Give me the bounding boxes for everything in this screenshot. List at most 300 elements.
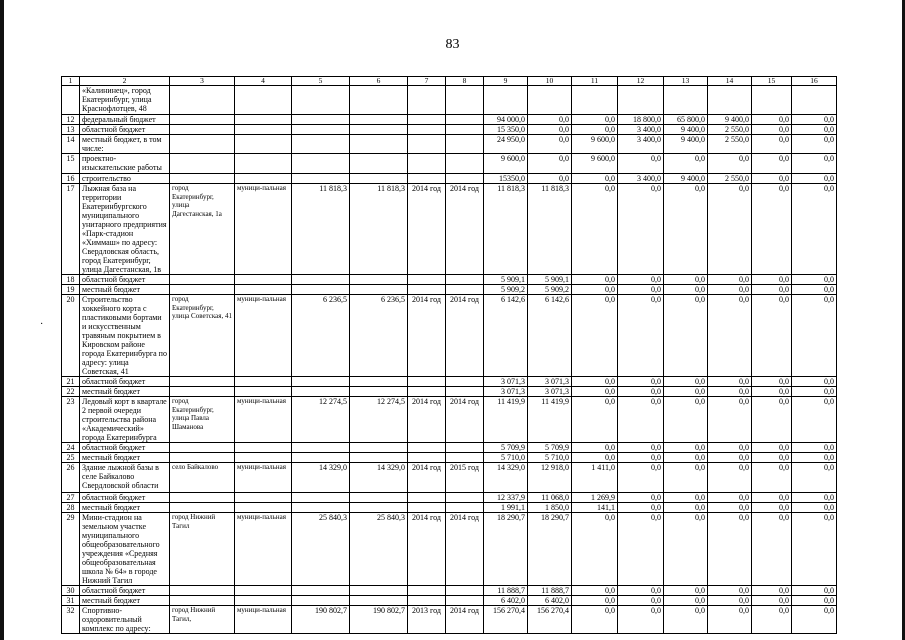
table-cell-col-6: 11 818,3 <box>350 184 408 275</box>
table-cell-col-12: 3 400,0 <box>618 125 664 135</box>
table-cell-col-12: 0,0 <box>618 154 664 174</box>
table-cell-col-7 <box>408 285 446 295</box>
table-cell-col-8 <box>446 503 484 513</box>
table-cell-col-15: 0,0 <box>752 275 792 285</box>
table-cell-col-6 <box>350 86 408 115</box>
table-cell-col-15: 0,0 <box>752 135 792 154</box>
table-cell-col-2: областной бюджет <box>80 443 170 453</box>
table-cell-col-1: 23 <box>62 397 80 443</box>
table-cell-col-14: 0,0 <box>708 513 752 586</box>
table-cell-col-10: 1 850,0 <box>528 503 572 513</box>
table-cell-col-4 <box>235 503 292 513</box>
table-cell-col-13: 9 400,0 <box>664 125 708 135</box>
table-cell-col-7: 2014 год <box>408 513 446 586</box>
table-cell-col-9: 5 709,9 <box>484 443 528 453</box>
table-cell-col-13: 0,0 <box>664 513 708 586</box>
table-cell-col-12: 0,0 <box>618 377 664 387</box>
table-cell-col-2: местный бюджет <box>80 285 170 295</box>
page-number: 83 <box>445 37 460 52</box>
table-cell-col-13: 0,0 <box>664 184 708 275</box>
table-cell-col-7 <box>408 154 446 174</box>
table-cell-col-3 <box>170 377 235 387</box>
table-cell-col-13: 0,0 <box>664 295 708 377</box>
table-cell-col-4 <box>235 493 292 503</box>
table-cell-col-7 <box>408 493 446 503</box>
table-cell-col-6: 14 329,0 <box>350 463 408 493</box>
table-cell-col-8: 2014 год <box>446 397 484 443</box>
column-number-15: 15 <box>752 77 792 86</box>
table-cell-col-7 <box>408 275 446 285</box>
table-cell-col-2: местный бюджет <box>80 596 170 606</box>
table-cell-col-5 <box>292 135 350 154</box>
table-cell-col-9: 18 290,7 <box>484 513 528 586</box>
table-cell-col-5 <box>292 493 350 503</box>
table-cell-col-15: 0,0 <box>752 115 792 125</box>
table-cell-col-16: 0,0 <box>792 503 837 513</box>
table-cell-col-5 <box>292 387 350 397</box>
table-cell-col-13: 9 400,0 <box>664 135 708 154</box>
table-cell-col-7 <box>408 586 446 596</box>
table-row <box>62 443 837 453</box>
table-cell-col-11: 0,0 <box>572 184 618 275</box>
table-cell-col-1: 29 <box>62 513 80 586</box>
table-cell-col-6: 25 840,3 <box>350 513 408 586</box>
table-cell-col-6 <box>350 285 408 295</box>
table-cell-col-10: 3 071,3 <box>528 377 572 387</box>
table-cell-col-14: 2 550,0 <box>708 174 752 184</box>
table-cell-col-13: 0,0 <box>664 387 708 397</box>
table-cell-col-7 <box>408 387 446 397</box>
table-cell-col-2: проектно-изыскательские работы <box>80 154 170 174</box>
table-cell-col-3 <box>170 174 235 184</box>
table-cell-col-9: 156 270,4 <box>484 606 528 634</box>
table-cell-col-1: 31 <box>62 596 80 606</box>
table-cell-col-9 <box>484 86 528 115</box>
table-cell-col-4: муници-пальная <box>235 606 292 634</box>
table-cell-col-10: 5 710,0 <box>528 453 572 463</box>
table-cell-col-16: 0,0 <box>792 174 837 184</box>
table-cell-col-1: 25 <box>62 453 80 463</box>
table-cell-col-11: 0,0 <box>572 115 618 125</box>
table-cell-col-14: 0,0 <box>708 275 752 285</box>
table-cell-col-14: 0,0 <box>708 606 752 634</box>
table-cell-col-3: город Екатеринбург, улица Дагестанская, 1а <box>170 184 235 275</box>
table-cell-col-5 <box>292 125 350 135</box>
table-cell-col-7 <box>408 86 446 115</box>
table-row <box>62 115 837 125</box>
table-cell-col-4: муници-пальная <box>235 295 292 377</box>
table-row <box>62 397 837 443</box>
table-cell-col-16: 0,0 <box>792 596 837 606</box>
table-cell-col-15: 0,0 <box>752 513 792 586</box>
table-cell-col-9: 11 419,9 <box>484 397 528 443</box>
table-cell-col-7 <box>408 453 446 463</box>
table-row <box>62 86 837 115</box>
table-row <box>62 275 837 285</box>
table-cell-col-11: 0,0 <box>572 387 618 397</box>
table-cell-col-15: 0,0 <box>752 596 792 606</box>
table-cell-col-9: 15350,0 <box>484 174 528 184</box>
table-cell-col-5: 12 274,5 <box>292 397 350 443</box>
table-cell-col-1: 27 <box>62 493 80 503</box>
table-cell-col-15: 0,0 <box>752 154 792 174</box>
table-cell-col-15: 0,0 <box>752 125 792 135</box>
table-cell-col-1: 12 <box>62 115 80 125</box>
table-cell-col-4 <box>235 115 292 125</box>
table-cell-col-2: областной бюджет <box>80 493 170 503</box>
table-cell-col-15: 0,0 <box>752 174 792 184</box>
table-cell-col-4 <box>235 135 292 154</box>
table-row <box>62 285 837 295</box>
table-row <box>62 503 837 513</box>
table-cell-col-3 <box>170 275 235 285</box>
table-cell-col-13: 0,0 <box>664 463 708 493</box>
table-cell-col-11: 0,0 <box>572 443 618 453</box>
table-cell-col-13: 0,0 <box>664 275 708 285</box>
table-cell-col-16: 0,0 <box>792 115 837 125</box>
table-cell-col-5 <box>292 596 350 606</box>
table-cell-col-12: 0,0 <box>618 295 664 377</box>
table-cell-col-9: 11 818,3 <box>484 184 528 275</box>
table-cell-col-7: 2013 год <box>408 606 446 634</box>
table-cell-col-10: 5 909,2 <box>528 285 572 295</box>
table-cell-col-9: 5 909,2 <box>484 285 528 295</box>
table-cell-col-13: 65 800,0 <box>664 115 708 125</box>
table-cell-col-6 <box>350 115 408 125</box>
table-cell-col-3: город Нижний Тагил <box>170 513 235 586</box>
table-cell-col-16: 0,0 <box>792 154 837 174</box>
table-cell-col-7 <box>408 377 446 387</box>
table-cell-col-1: 21 <box>62 377 80 387</box>
table-cell-col-12: 0,0 <box>618 275 664 285</box>
table-cell-col-15: 0,0 <box>752 387 792 397</box>
table-cell-col-10: 0,0 <box>528 125 572 135</box>
table-cell-col-14: 0,0 <box>708 463 752 493</box>
scan-border-left <box>0 0 4 640</box>
table-cell-col-6 <box>350 503 408 513</box>
table-cell-col-8 <box>446 493 484 503</box>
table-cell-col-11: 0,0 <box>572 285 618 295</box>
table-cell-col-3 <box>170 154 235 174</box>
table-cell-col-16: 0,0 <box>792 377 837 387</box>
table-cell-col-9: 6 142,6 <box>484 295 528 377</box>
table-cell-col-2: Спортивно-оздоровительный комплекс по адресу: <box>80 606 170 634</box>
table-cell-col-4: муници-пальная <box>235 184 292 275</box>
table-cell-col-1: 14 <box>62 135 80 154</box>
table-cell-col-1: 17 <box>62 184 80 275</box>
table-cell-col-4: муници-пальная <box>235 463 292 493</box>
table-cell-col-9: 1 991,1 <box>484 503 528 513</box>
table-cell-col-5 <box>292 443 350 453</box>
table-cell-col-16: 0,0 <box>792 275 837 285</box>
table-cell-col-9: 94 000,0 <box>484 115 528 125</box>
table-cell-col-14: 0,0 <box>708 493 752 503</box>
table-cell-col-11: 0,0 <box>572 397 618 443</box>
table-cell-col-12: 0,0 <box>618 453 664 463</box>
table-cell-col-12: 0,0 <box>618 606 664 634</box>
table-cell-col-4 <box>235 387 292 397</box>
table-cell-col-11: 0,0 <box>572 295 618 377</box>
table-cell-col-6 <box>350 586 408 596</box>
table-cell-col-16: 0,0 <box>792 285 837 295</box>
table-cell-col-1: 16 <box>62 174 80 184</box>
table-cell-col-5: 11 818,3 <box>292 184 350 275</box>
table-cell-col-13: 0,0 <box>664 453 708 463</box>
table-cell-col-6: 6 236,5 <box>350 295 408 377</box>
budget-table <box>61 76 837 634</box>
table-cell-col-2: Мини-стадион на земельном участке муниципального общеобразовательного учреждения «Средняя общеобразовательная школа № 64» в городе Нижний Тагил <box>80 513 170 586</box>
table-cell-col-16 <box>792 86 837 115</box>
table-row <box>62 453 837 463</box>
table-row <box>62 387 837 397</box>
table-cell-col-3 <box>170 443 235 453</box>
column-number-4: 4 <box>235 77 292 86</box>
table-cell-col-15: 0,0 <box>752 606 792 634</box>
table-cell-col-3 <box>170 586 235 596</box>
table-cell-col-9: 5 710,0 <box>484 453 528 463</box>
table-cell-col-4 <box>235 285 292 295</box>
table-cell-col-10: 18 290,7 <box>528 513 572 586</box>
table-cell-col-3 <box>170 493 235 503</box>
table-cell-col-13: 0,0 <box>664 285 708 295</box>
column-number-9: 9 <box>484 77 528 86</box>
table-cell-col-14: 0,0 <box>708 453 752 463</box>
table-cell-col-11 <box>572 86 618 115</box>
table-cell-col-7: 2014 год <box>408 295 446 377</box>
table-cell-col-13 <box>664 86 708 115</box>
table-cell-col-9: 5 909,1 <box>484 275 528 285</box>
table-cell-col-16: 0,0 <box>792 443 837 453</box>
table-cell-col-5 <box>292 115 350 125</box>
table-cell-col-7: 2014 год <box>408 397 446 443</box>
table-cell-col-2: Ледовый корт в квартале 2 первой очереди строительства района «Академический» города Екатеринбурга <box>80 397 170 443</box>
table-cell-col-9: 24 950,0 <box>484 135 528 154</box>
table-row <box>62 596 837 606</box>
table-cell-col-4: муници-пальная <box>235 513 292 586</box>
table-cell-col-5 <box>292 86 350 115</box>
table-cell-col-14: 2 550,0 <box>708 135 752 154</box>
table-cell-col-8 <box>446 285 484 295</box>
table-row <box>62 184 837 275</box>
table-row <box>62 513 837 586</box>
table-cell-col-15: 0,0 <box>752 377 792 387</box>
column-number-10: 10 <box>528 77 572 86</box>
table-cell-col-11: 0,0 <box>572 377 618 387</box>
table-cell-col-1: 19 <box>62 285 80 295</box>
table-cell-col-10: 5 909,1 <box>528 275 572 285</box>
table-cell-col-15: 0,0 <box>752 184 792 275</box>
table-cell-col-10: 0,0 <box>528 135 572 154</box>
table-cell-col-15: 0,0 <box>752 443 792 453</box>
table-cell-col-1: 15 <box>62 154 80 174</box>
table-cell-col-13: 0,0 <box>664 397 708 443</box>
table-row <box>62 174 837 184</box>
table-cell-col-16: 0,0 <box>792 295 837 377</box>
table-cell-col-3: село Байкалово <box>170 463 235 493</box>
table-cell-col-6 <box>350 275 408 285</box>
table-cell-col-4 <box>235 154 292 174</box>
table-cell-col-14: 0,0 <box>708 154 752 174</box>
table-cell-col-3 <box>170 503 235 513</box>
table-cell-col-7 <box>408 443 446 453</box>
table-cell-col-14: 0,0 <box>708 586 752 596</box>
table-cell-col-3 <box>170 115 235 125</box>
table-cell-col-11: 0,0 <box>572 125 618 135</box>
table-cell-col-16: 0,0 <box>792 606 837 634</box>
table-cell-col-10: 11 888,7 <box>528 586 572 596</box>
column-number-16: 16 <box>792 77 837 86</box>
table-cell-col-13: 0,0 <box>664 596 708 606</box>
table-cell-col-12: 3 400,0 <box>618 174 664 184</box>
table-cell-col-8 <box>446 387 484 397</box>
table-cell-col-3 <box>170 135 235 154</box>
table-cell-col-1: 22 <box>62 387 80 397</box>
table-cell-col-8 <box>446 443 484 453</box>
table-cell-col-5 <box>292 453 350 463</box>
table-cell-col-15: 0,0 <box>752 285 792 295</box>
table-cell-col-3 <box>170 285 235 295</box>
table-cell-col-13: 9 400,0 <box>664 174 708 184</box>
table-cell-col-9: 11 888,7 <box>484 586 528 596</box>
table-cell-col-16: 0,0 <box>792 397 837 443</box>
table-row <box>62 377 837 387</box>
table-cell-col-12: 0,0 <box>618 397 664 443</box>
column-number-7: 7 <box>408 77 446 86</box>
table-cell-col-14: 2 550,0 <box>708 125 752 135</box>
table-cell-col-10: 3 071,3 <box>528 387 572 397</box>
table-cell-col-8 <box>446 586 484 596</box>
table-cell-col-6: 190 802,7 <box>350 606 408 634</box>
table-cell-col-11: 1 269,9 <box>572 493 618 503</box>
table-cell-col-8 <box>446 174 484 184</box>
table-cell-col-2: областной бюджет <box>80 125 170 135</box>
table-cell-col-10: 5 709,9 <box>528 443 572 453</box>
table-cell-col-8 <box>446 86 484 115</box>
table-row <box>62 606 837 634</box>
table-cell-col-10: 156 270,4 <box>528 606 572 634</box>
table-cell-col-13: 0,0 <box>664 154 708 174</box>
table-cell-col-13: 0,0 <box>664 606 708 634</box>
table-cell-col-14: 9 400,0 <box>708 115 752 125</box>
table-cell-col-8: 2014 год <box>446 606 484 634</box>
table-cell-col-4 <box>235 443 292 453</box>
table-cell-col-11: 0,0 <box>572 174 618 184</box>
table-cell-col-15: 0,0 <box>752 503 792 513</box>
table-cell-col-14 <box>708 86 752 115</box>
scan-speck: · <box>40 319 44 330</box>
column-number-13: 13 <box>664 77 708 86</box>
table-cell-col-4 <box>235 174 292 184</box>
table-cell-col-15: 0,0 <box>752 453 792 463</box>
table-cell-col-4 <box>235 125 292 135</box>
table-cell-col-3: город Екатеринбург, улица Павла Шаманова <box>170 397 235 443</box>
table-cell-col-8 <box>446 125 484 135</box>
table-cell-col-5: 190 802,7 <box>292 606 350 634</box>
column-number-3: 3 <box>170 77 235 86</box>
table-cell-col-3 <box>170 453 235 463</box>
table-cell-col-12: 0,0 <box>618 503 664 513</box>
table-cell-col-5 <box>292 174 350 184</box>
table-cell-col-2: областной бюджет <box>80 586 170 596</box>
table-cell-col-2: областной бюджет <box>80 377 170 387</box>
table-cell-col-2: Строительство хоккейного корта с пластиковыми бортами и искусственным травяным покрытием в Кировском районе города Екатеринбурга по адресу: улица Советская, 41 <box>80 295 170 377</box>
table-cell-col-2: местный бюджет, в том числе: <box>80 135 170 154</box>
table-cell-col-16: 0,0 <box>792 513 837 586</box>
table-cell-col-11: 1 411,0 <box>572 463 618 493</box>
table-cell-col-8: 2015 год <box>446 463 484 493</box>
table-cell-col-6 <box>350 387 408 397</box>
column-number-8: 8 <box>446 77 484 86</box>
table-cell-col-1: 28 <box>62 503 80 513</box>
table-cell-col-7 <box>408 125 446 135</box>
table-cell-col-14: 0,0 <box>708 503 752 513</box>
table-cell-col-1: 32 <box>62 606 80 634</box>
table-cell-col-13: 0,0 <box>664 503 708 513</box>
table-cell-col-12: 0,0 <box>618 387 664 397</box>
table-cell-col-15: 0,0 <box>752 295 792 377</box>
table-cell-col-12: 18 800,0 <box>618 115 664 125</box>
table-cell-col-8 <box>446 453 484 463</box>
table-cell-col-9: 15 350,0 <box>484 125 528 135</box>
table-cell-col-15: 0,0 <box>752 493 792 503</box>
table-cell-col-2: местный бюджет <box>80 387 170 397</box>
table-cell-col-10: 12 918,0 <box>528 463 572 493</box>
table-cell-col-4 <box>235 377 292 387</box>
table-cell-col-9: 12 337,9 <box>484 493 528 503</box>
table-cell-col-2: строительство <box>80 174 170 184</box>
table-cell-col-14: 0,0 <box>708 387 752 397</box>
table-cell-col-12: 0,0 <box>618 493 664 503</box>
table-cell-col-16: 0,0 <box>792 453 837 463</box>
table-cell-col-12: 0,0 <box>618 443 664 453</box>
table-cell-col-13: 0,0 <box>664 377 708 387</box>
table-cell-col-6 <box>350 174 408 184</box>
table-cell-col-16: 0,0 <box>792 184 837 275</box>
table-cell-col-8 <box>446 275 484 285</box>
table-cell-col-8 <box>446 377 484 387</box>
table-cell-col-14: 0,0 <box>708 443 752 453</box>
table-cell-col-7: 2014 год <box>408 463 446 493</box>
table-cell-col-3 <box>170 596 235 606</box>
table-cell-col-11: 0,0 <box>572 596 618 606</box>
table-cell-col-5 <box>292 503 350 513</box>
table-cell-col-4 <box>235 275 292 285</box>
table-cell-col-9: 14 329,0 <box>484 463 528 493</box>
table-cell-col-14: 0,0 <box>708 397 752 443</box>
table-cell-col-8: 2014 год <box>446 295 484 377</box>
table-cell-col-15: 0,0 <box>752 586 792 596</box>
table-cell-col-11: 0,0 <box>572 586 618 596</box>
table-cell-col-11: 0,0 <box>572 513 618 586</box>
table-cell-col-11: 141,1 <box>572 503 618 513</box>
table-cell-col-5 <box>292 586 350 596</box>
table-cell-col-15 <box>752 86 792 115</box>
table-cell-col-2: местный бюджет <box>80 453 170 463</box>
table-cell-col-13: 0,0 <box>664 443 708 453</box>
table-cell-col-1: 30 <box>62 586 80 596</box>
column-number-2: 2 <box>80 77 170 86</box>
table-cell-col-1: 20 <box>62 295 80 377</box>
table-cell-col-1: 26 <box>62 463 80 493</box>
table-cell-col-9: 6 402,0 <box>484 596 528 606</box>
column-number-12: 12 <box>618 77 664 86</box>
table-cell-col-7 <box>408 135 446 154</box>
table-cell-col-6 <box>350 443 408 453</box>
table-cell-col-6 <box>350 453 408 463</box>
table-row <box>62 586 837 596</box>
table-cell-col-15: 0,0 <box>752 397 792 443</box>
table-cell-col-1: 24 <box>62 443 80 453</box>
